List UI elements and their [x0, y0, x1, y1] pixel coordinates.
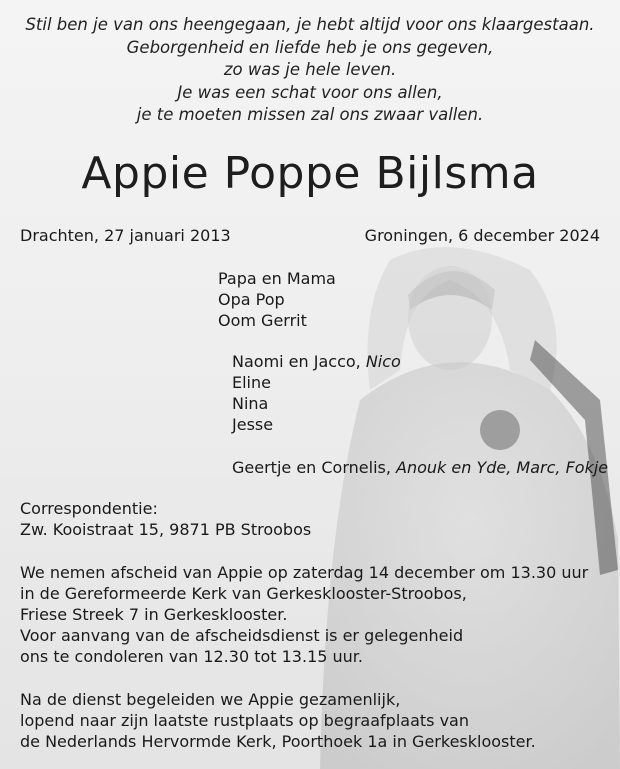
family-line: Nina: [232, 394, 269, 413]
text-line: lopend naar zijn laatste rustplaats op begraafplaats van: [20, 711, 469, 730]
poem-line: Je was een schat voor ons allen,: [177, 82, 443, 102]
text-line: Friese Streek 7 in Gerkesklooster.: [20, 605, 288, 624]
service-details: [20, 562, 588, 667]
text-line: We nemen afscheid van Appie op zaterdag 14 december om 13.30 uur: [20, 563, 589, 582]
family-line-italic: Anouk en Yde, Marc, Fokje: [396, 458, 609, 477]
family-group-parents: [218, 268, 336, 331]
family-line: Opa Pop: [218, 290, 285, 309]
family-line: Oom Gerrit: [218, 311, 307, 330]
family-line: Jesse: [232, 415, 274, 434]
family-line: [232, 351, 401, 372]
family-line-main: Geertje en Cornelis,: [232, 458, 397, 477]
death-place-date: Groningen, 6 december 2024: [364, 226, 600, 245]
text-line: ons te condoleren van 12.30 tot 13.15 uur.: [20, 647, 363, 666]
correspondence-block: [20, 498, 311, 540]
poem-line: Geborgenheid en liefde heb je ons gegeven,: [126, 37, 494, 57]
text-line: Voor aanvang van de afscheidsdienst is er gelegenheid: [20, 626, 464, 645]
family-line-main: Naomi en Jacco,: [232, 352, 366, 371]
family-line: Eline: [232, 373, 271, 392]
poem-line: Stil ben je van ons heengegaan, je hebt altijd voor ons klaargestaan.: [25, 15, 595, 34]
correspondence-label: Correspondentie:: [20, 499, 158, 518]
poem-line: je te moeten missen zal ons zwaar vallen.: [136, 105, 484, 124]
poem-line: zo was je hele leven.: [223, 60, 397, 79]
family-line: Papa en Mama: [218, 269, 336, 288]
burial-details: [20, 689, 536, 752]
poem: [0, 14, 620, 127]
family-line: [232, 457, 608, 478]
family-group-siblings: [232, 351, 401, 435]
text-line: de Nederlands Hervormde Kerk, Poorthoek 1a in Gerkesklooster.: [20, 732, 536, 751]
family-group-relatives: [232, 457, 608, 478]
deceased-name: Appie Poppe Bijlsma: [81, 148, 539, 199]
family-line-italic: Nico: [365, 352, 401, 371]
text-line: in de Gereformeerde Kerk van Gerkesklooster-Stroobos,: [20, 584, 467, 603]
correspondence-address: Zw. Kooistraat 15, 9871 PB Stroobos: [20, 520, 312, 539]
text-line: Na de dienst begeleiden we Appie gezamenlijk,: [20, 690, 401, 709]
birth-place-date: Drachten, 27 januari 2013: [20, 226, 231, 245]
